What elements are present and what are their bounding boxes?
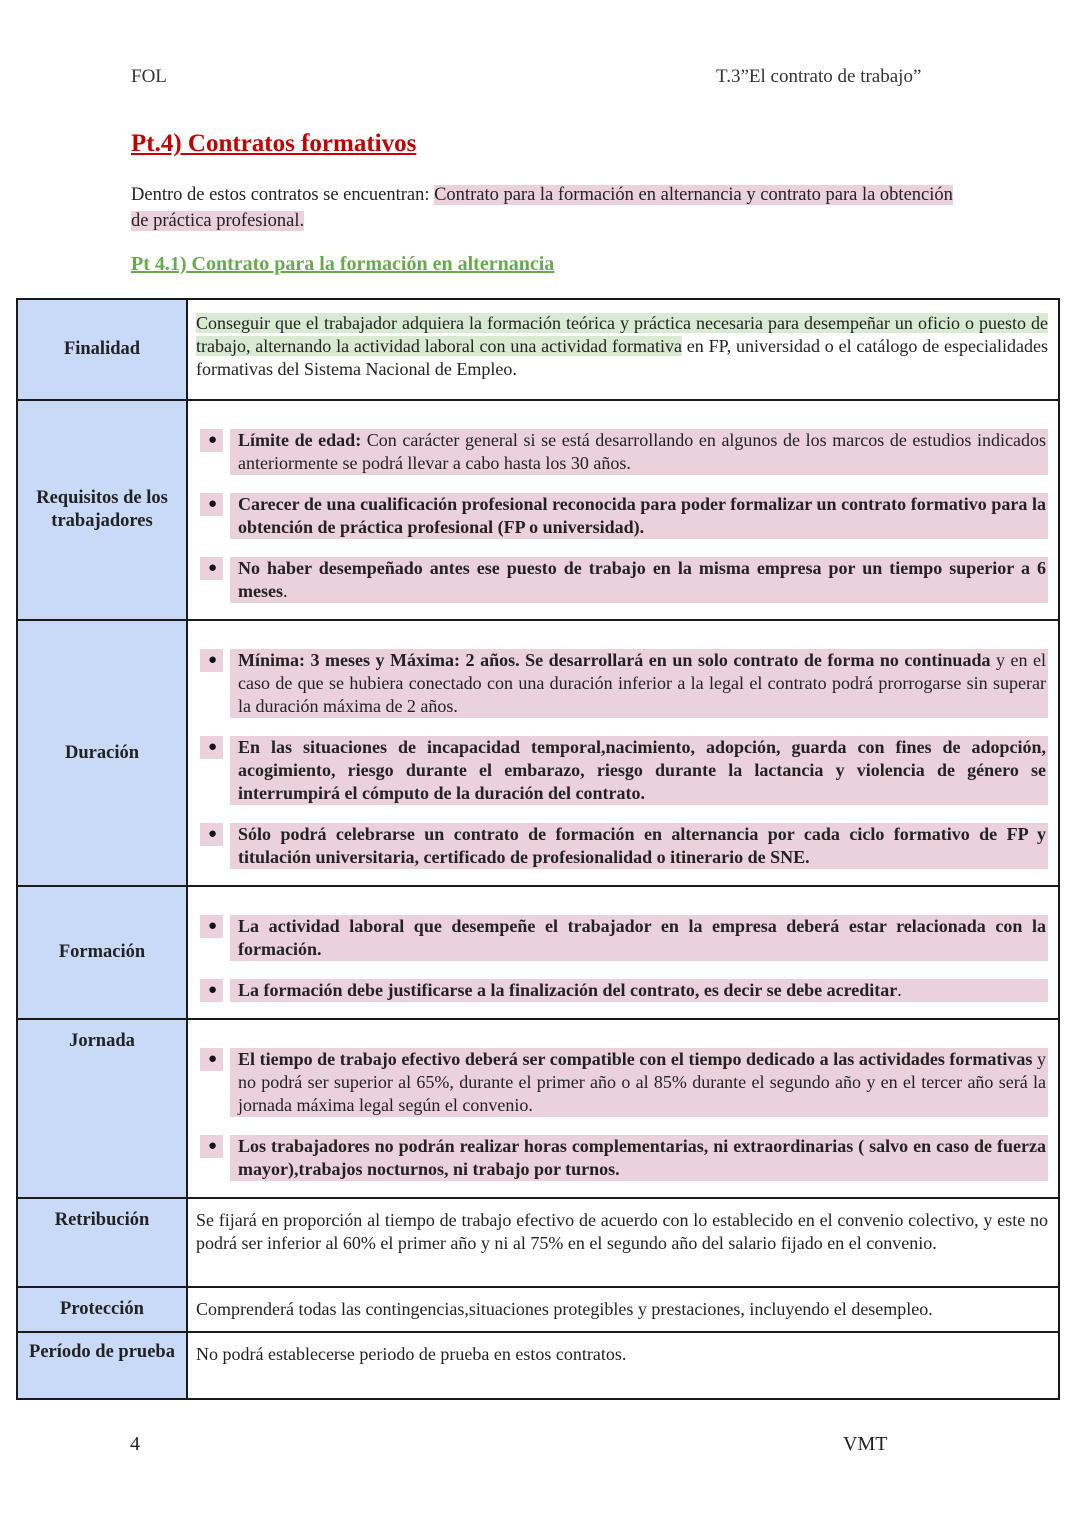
row-retribucion (17, 1198, 1059, 1287)
requisito-1-bold: Límite de edad: (238, 430, 362, 450)
requisito-3: No haber desempeñado antes ese puesto de trabajo en la misma empresa por un tiempo superior a 6 meses (238, 558, 1046, 601)
label-retribucion: Retribución (17, 1198, 187, 1287)
list-item (230, 649, 1048, 718)
duracion-3: Sólo podrá celebrarse un contrato de formación en alternancia por cada ciclo formativo de FP y titulación universitaria, certificado de profesionalidad o itinerario de SNE. (238, 824, 1046, 867)
label-prueba: Período de prueba (17, 1332, 187, 1399)
content-jornada (187, 1019, 1059, 1198)
footer-author: VMT (843, 1433, 888, 1455)
jornada-1-bold: El tiempo de trabajo efectivo deberá ser compatible con el tiempo dedicado a las actividades formativas (238, 1049, 1033, 1069)
finalidad-rest: en FP, universidad o el catálogo de especialidades formativas del Sistema Nacional de Empleo. (196, 336, 1048, 379)
list-item (230, 823, 1048, 869)
content-finalidad (187, 299, 1059, 400)
formacion-1: La actividad laboral que desempeñe el trabajador en la empresa deberá estar relacionada con la formación. (238, 916, 1046, 959)
requisito-2: Carecer de una cualificación profesional reconocida para poder formalizar un contrato formativo para la obtención de práctica profesional (FP o universidad). (238, 494, 1046, 537)
contract-table (16, 298, 1060, 1400)
content-retribucion: Se fijará en proporción al tiempo de trabajo efectivo de acuerdo con lo establecido en el convenio colectivo, y este no podrá ser inferior al 60% el primer año y ni al 75% en el segundo año del salario fijado en el convenio. (187, 1198, 1059, 1287)
list-item (230, 1135, 1048, 1181)
jornada-2: Los trabajadores no podrán realizar horas complementarias, ni extraordinarias ( salvo en caso de fuerza mayor),trabajos nocturnos, ni trabajo por turnos. (238, 1136, 1046, 1179)
duracion-2: En las situaciones de incapacidad temporal,nacimiento, adopción, guarda con fines de adopción, acogimiento, riesgo durante el embarazo, riesgo durante la lactancia y violencia de género se interrumpirá el cómputo de la duración del contrato. (238, 737, 1046, 803)
row-finalidad (17, 299, 1059, 400)
label-requisitos: Requisitos de los trabajadores (17, 400, 187, 620)
header-left: FOL (131, 66, 167, 87)
intro-paragraph (131, 182, 961, 234)
list-item (230, 557, 1048, 603)
row-jornada (17, 1019, 1059, 1198)
section-title: Pt.4) Contratos formativos (131, 130, 417, 157)
jornada-1-rest: y no podrá ser superior al 65%, durante el primer año o al 85% durante el segundo año y en el tercer año será la jornada máxima legal según el convenio. (238, 1049, 1046, 1115)
label-jornada: Jornada (17, 1019, 187, 1198)
finalidad-highlight: Conseguir que el trabajador adquiera la formación teórica y práctica necesaria para desempeñar un oficio o puesto de trabajo, alternando la actividad laboral con una actividad formativa (196, 313, 1048, 356)
list-item (230, 979, 1048, 1002)
subsection-title: Pt 4.1) Contrato para la formación en alternancia (131, 253, 555, 275)
list-item (230, 429, 1048, 475)
intro-text: Dentro de estos contratos se encuentran: (131, 185, 435, 205)
content-proteccion: Comprenderá todas las contingencias,situaciones protegibles y prestaciones, incluyendo el desempleo. (187, 1287, 1059, 1332)
row-duracion (17, 620, 1059, 886)
row-requisitos (17, 400, 1059, 620)
content-duracion (187, 620, 1059, 886)
list-item (230, 915, 1048, 961)
requisito-3-end: . (282, 581, 288, 601)
label-finalidad: Finalidad (17, 299, 187, 400)
row-proteccion (17, 1287, 1059, 1332)
list-item (230, 493, 1048, 539)
requisito-1-rest: Con carácter general si se está desarrollando en algunos de los marcos de estudios indicados anteriormente se podrá llevar a cabo hasta los 30 años. (238, 430, 1046, 473)
list-item (230, 1048, 1048, 1117)
content-formacion (187, 886, 1059, 1019)
label-formacion: Formación (17, 886, 187, 1019)
label-duracion: Duración (17, 620, 187, 886)
formacion-2-end: . (897, 980, 902, 1000)
page-number: 4 (130, 1433, 140, 1455)
duracion-1-bold: Mínima: 3 meses y Máxima: 2 años. Se desarrollará en un solo contrato de forma no continuada (238, 650, 991, 670)
label-proteccion: Protección (17, 1287, 187, 1332)
header-right: T.3”El contrato de trabajo” (716, 66, 922, 87)
content-requisitos (187, 400, 1059, 620)
intro-highlight: Contrato para la formación en alternancia y contrato para la obtención de práctica profesional. (131, 185, 953, 231)
formacion-2: La formación debe justificarse a la finalización del contrato, es decir se debe acreditar (238, 980, 898, 1000)
row-formacion (17, 886, 1059, 1019)
list-item (230, 736, 1048, 805)
duracion-1-rest: y en el caso de que se hubiera conectado con una duración inferior a la legal el contrato podrá prorrogarse sin superar la duración máxima de 2 años. (238, 650, 1046, 716)
row-prueba (17, 1332, 1059, 1399)
content-prueba: No podrá establecerse periodo de prueba en estos contratos. (187, 1332, 1059, 1399)
